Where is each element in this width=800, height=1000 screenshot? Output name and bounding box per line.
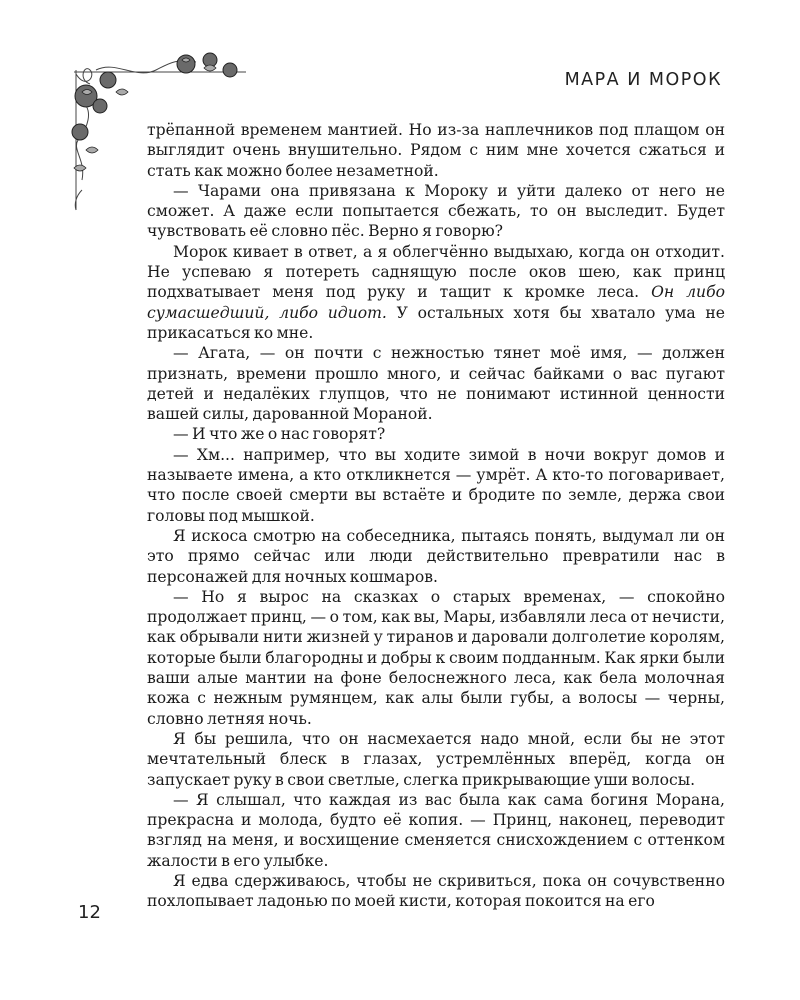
paragraph-text: Я искоса смотрю на собеседника, пытаясь понять, выдумал ли он это прямо сейчас или люди действительно превратили нас в персонажей для ночных кошмаров.	[147, 526, 725, 586]
paragraph	[147, 424, 725, 444]
paragraph-text: — Агата, — он почти с нежностью тянет моё имя, — должен признать, времени прошло много, и сейчас байками о вас пугают детей и недалёких глупцов, что не понимают истинной ценности вашей силы, дарованной Мораной.	[147, 344, 725, 424]
paragraph-text: трёпанной временем мантией. Но из-за наплечников под плащом он выглядит очень внушительно. Рядом с ним мне хочется сжаться и стать как можно более незаметной.	[147, 121, 725, 180]
paragraph-text: У остальных хотя бы хватало ума не прикасаться ко мне.	[147, 303, 726, 342]
paragraph-text: Я едва сдерживаюсь, чтобы не скривиться, пока он сочувственно похлопывает ладонью по моей кисти, которая покоится на его	[147, 871, 725, 911]
paragraph-text: Морок кивает в ответ, а я облегчённо выдыхаю, когда он отходит. Не успеваю я потереть саднящую после оков шею, как принц подхватывает меня под руку и тащит к кромке леса.	[147, 242, 725, 302]
paragraph	[147, 343, 725, 424]
page-body-text	[147, 120, 725, 912]
paragraph	[147, 120, 725, 181]
paragraph	[147, 729, 725, 790]
paragraph	[147, 445, 725, 526]
paragraph	[147, 526, 725, 587]
paragraph	[147, 587, 725, 729]
italic-thought: Он либо сумасшедший, либо идиот.	[147, 283, 725, 322]
paragraph	[147, 790, 725, 871]
page-number: 12	[78, 902, 101, 923]
paragraph-text: — Я слышал, что каждая из вас была как сама богиня Морана, прекрасна и молода, будто её копия. — Принц, наконец, переводит взгляд на меня, и восхищение сменяется снисхождением с оттенком жалости в его улыбке.	[147, 790, 725, 870]
running-head-title: МАРА И МОРОК	[564, 70, 722, 90]
paragraph-text: — Но я вырос на сказках о старых временах, — спокойно продолжает принц, — о том, как вы, Мары, избавляли леса от нечисти, как обрывали нити жизней у тиранов и даровали долголетие королям, которые были благородны и добры к своим подданным. Как ярки были ваши алые мантии на фоне белоснежного леса, как бела молочная кожа с нежным румянцем, как алы были губы, а волосы — черны, словно летняя ночь.	[147, 587, 725, 728]
paragraph-text: — Чарами она привязана к Мороку и уйти далеко от него не сможет. А даже если попытается сбежать, то он выследит. Будет чувствовать её словно пёс. Верно я говорю?	[147, 181, 725, 241]
paragraph-text: — И что же о нас говорят?	[173, 425, 386, 444]
paragraph-text: — Хм... например, что вы ходите зимой в ночи вокруг домов и называете имена, а кто откликнется — умрёт. А кто-то поговаривает, что после своей смерти вы встаёте и бродите по земле, держа свои головы под мышкой.	[147, 445, 725, 525]
paragraph	[147, 871, 725, 912]
paragraph	[147, 181, 725, 242]
paragraph-text: Я бы решила, что он насмехается надо мной, если бы не этот мечтательный блеск в глазах, устремлённых вперёд, когда он запускает руку в свои светлые, слегка прикрывающие уши волосы.	[147, 729, 725, 789]
paragraph	[147, 242, 725, 343]
